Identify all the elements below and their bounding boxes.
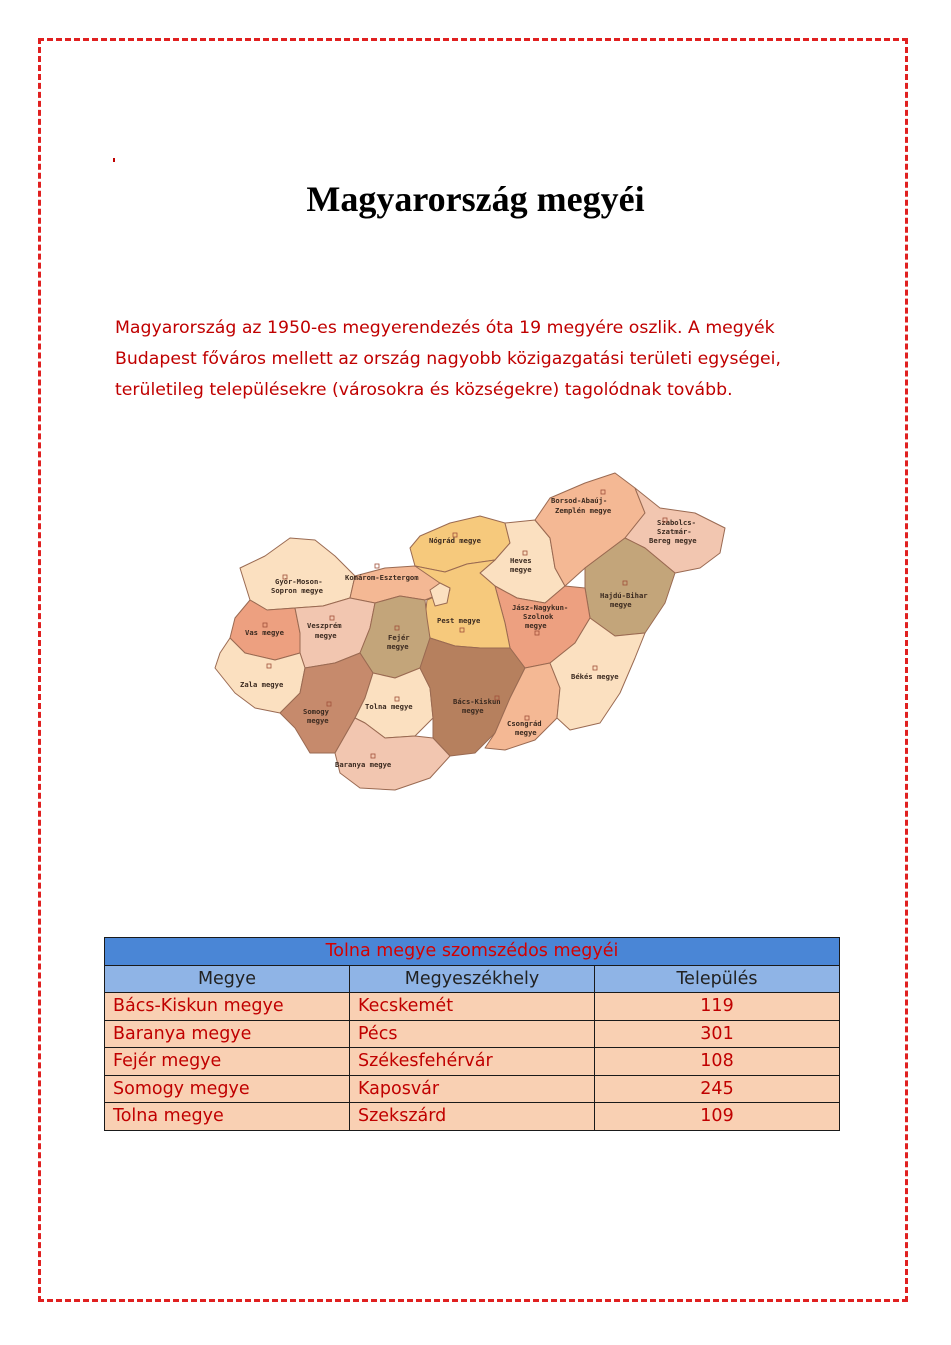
- cell-settlements: 301: [595, 1020, 840, 1048]
- intro-paragraph: Magyarország az 1950-es megyerendezés óta 19 megyére oszlik. A megyék Budapest főváros mellett az ország nagyobb közigazgatási területi egységei, területileg településekre (városokra és községekre) tagolódnak tovább.: [115, 318, 781, 400]
- seat-marker: [375, 564, 379, 568]
- stray-mark: [113, 158, 115, 162]
- label-veszprem-2: megye: [315, 631, 337, 640]
- label-somogy-2: megye: [307, 716, 329, 725]
- label-somogy-1: Somogy: [303, 707, 329, 716]
- county-map: [205, 468, 735, 796]
- county-gyor-moson-sopron: [240, 538, 355, 610]
- label-szabolcs-2: Szatmár-: [657, 527, 692, 536]
- label-jasz-3: megye: [525, 621, 547, 630]
- table-row: [105, 1048, 840, 1076]
- table-row: [105, 1103, 840, 1131]
- label-tolna: Tolna megye: [365, 702, 413, 711]
- cell-settlements: 109: [595, 1103, 840, 1131]
- label-nograd: Nógrád megye: [429, 536, 481, 545]
- table-row: [105, 1020, 840, 1048]
- table-caption: Tolna megye szomszédos megyéi: [105, 938, 840, 966]
- cell-seat: Kecskemét: [350, 993, 595, 1021]
- header-settlements: Település: [595, 965, 840, 993]
- page-title: Magyarország megyéi: [306, 179, 645, 219]
- label-zala: Zala megye: [240, 680, 284, 689]
- cell-settlements: 245: [595, 1075, 840, 1103]
- label-baranya: Baranya megye: [335, 760, 392, 769]
- label-fejer-1: Fejér: [388, 633, 410, 642]
- label-komarom: Komárom-Esztergom: [345, 573, 419, 582]
- table-row: [105, 1075, 840, 1103]
- header-seat: Megyeszékhely: [350, 965, 595, 993]
- label-jasz-2: Szolnok: [523, 612, 554, 621]
- label-gyor-1: Győr-Moson-: [275, 577, 323, 586]
- cell-county: Somogy megye: [105, 1075, 350, 1103]
- label-szabolcs-3: Bereg megye: [649, 536, 697, 545]
- label-jasz-1: Jász-Nagykun-: [512, 603, 569, 612]
- label-bekes: Békés megye: [571, 672, 619, 681]
- label-heves-2: megye: [510, 565, 532, 574]
- label-borsod-1: Borsod-Abaúj-: [551, 496, 608, 505]
- header-county: Megye: [105, 965, 350, 993]
- label-bacs-1: Bács-Kiskun: [453, 697, 501, 706]
- cell-county: Fejér megye: [105, 1048, 350, 1076]
- cell-seat: Székesfehérvár: [350, 1048, 595, 1076]
- label-pest: Pest megye: [437, 616, 481, 625]
- cell-settlements: 108: [595, 1048, 840, 1076]
- label-szabolcs-1: Szabolcs-: [657, 518, 696, 527]
- cell-settlements: 119: [595, 993, 840, 1021]
- label-gyor-2: Sopron megye: [271, 586, 323, 595]
- cell-county: Tolna megye: [105, 1103, 350, 1131]
- table-header-row: [105, 965, 840, 993]
- cell-county: Bács-Kiskun megye: [105, 993, 350, 1021]
- county-map-svg: [205, 468, 735, 796]
- label-fejer-2: megye: [387, 642, 409, 651]
- table-caption-row: [105, 938, 840, 966]
- cell-seat: Pécs: [350, 1020, 595, 1048]
- table-row: [105, 993, 840, 1021]
- label-hajdu-2: megye: [610, 600, 632, 609]
- label-heves-1: Heves: [510, 556, 532, 565]
- cell-seat: Kaposvár: [350, 1075, 595, 1103]
- label-veszprem-1: Veszprém: [307, 621, 342, 630]
- label-vas: Vas megye: [245, 628, 284, 637]
- label-csongrad-2: megye: [515, 728, 537, 737]
- label-bacs-2: megye: [462, 706, 484, 715]
- label-borsod-2: Zemplén megye: [555, 506, 612, 515]
- label-csongrad-1: Csongrád: [507, 719, 542, 728]
- cell-county: Baranya megye: [105, 1020, 350, 1048]
- cell-seat: Szekszárd: [350, 1103, 595, 1131]
- neighbor-counties-table: [104, 937, 840, 1131]
- label-hajdu-1: Hajdú-Bihar: [600, 591, 648, 600]
